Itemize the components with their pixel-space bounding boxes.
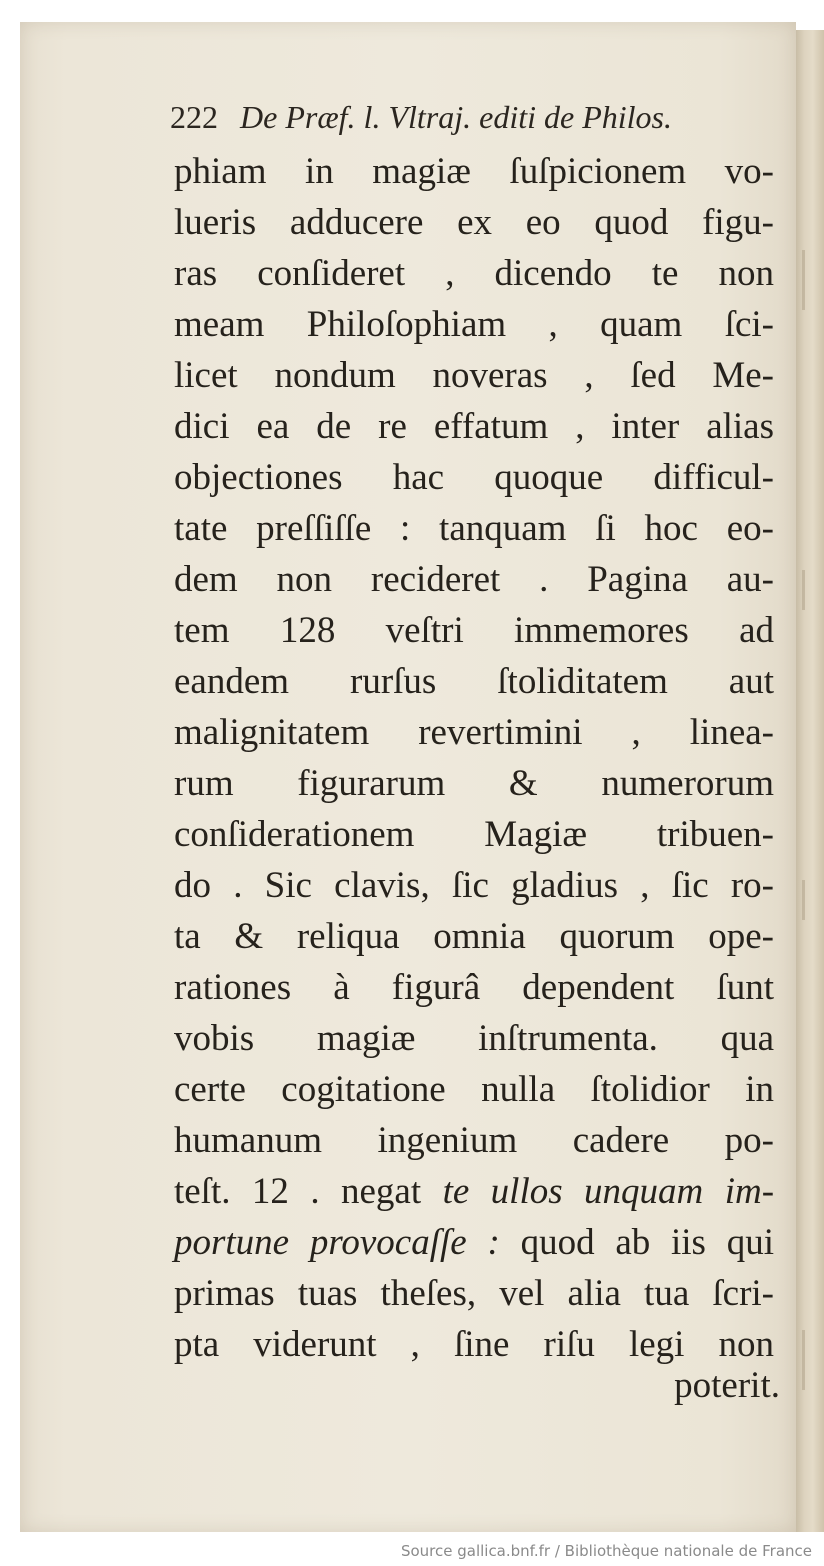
text-roman: teſt. 12 . negat	[174, 1171, 422, 1212]
text-italic: te ullos unquam im-	[442, 1171, 775, 1212]
edge-mark	[802, 1330, 805, 1390]
text-line: objectiones hac quoque difficul-	[174, 457, 774, 498]
text-line: dem non recideret . Pagina au-	[174, 559, 774, 600]
edge-mark	[802, 570, 805, 610]
source-credit: Source gallica.bnf.fr / Bibliothèque nationale de France	[400, 1542, 812, 1560]
text-line: do . Sic clavis, ſic gladius , ſic ro-	[174, 865, 774, 906]
text-line: phiam in magiæ ſuſpicionem vo-	[174, 151, 774, 192]
text-line: certe cogitatione nulla ſtolidior in	[174, 1069, 774, 1110]
text-line: ta & reliqua omnia quorum ope-	[174, 916, 774, 957]
text-line: rationes à figurâ dependent ſunt	[174, 967, 774, 1008]
edge-mark	[802, 880, 805, 920]
running-title: De Præf. l. Vltraj. editi de Philos.	[240, 99, 672, 135]
text-roman: quod ab iis qui	[520, 1222, 774, 1263]
text-line: primas tuas theſes, vel alia tua ſcri-	[174, 1273, 774, 1314]
text-line: malignitatem revertimini , linea-	[174, 712, 774, 753]
page-edge	[796, 30, 824, 1532]
body-text	[174, 146, 774, 1370]
text-line: rum figurarum & numerorum	[174, 763, 774, 804]
text-line-mixed	[174, 1166, 774, 1217]
text-line: meam Philoſophiam , quam ſci-	[174, 304, 774, 345]
text-line: eandem rurſus ſtoliditatem aut	[174, 661, 774, 702]
text-line: humanum ingenium cadere po-	[174, 1120, 774, 1161]
text-line-mixed	[174, 1217, 774, 1268]
text-italic: portune provocaſſe :	[174, 1222, 500, 1263]
text-line: ras conſideret , dicendo te non	[174, 253, 774, 294]
text-line: lueris adducere ex eo quod figu-	[174, 202, 774, 243]
catchword: poterit.	[674, 1365, 780, 1406]
footer-bar	[0, 1538, 824, 1566]
text-line: licet nondum noveras , ſed Me-	[174, 355, 774, 396]
running-header	[170, 92, 770, 142]
page-number: 222	[170, 99, 218, 135]
edge-mark	[802, 250, 805, 310]
text-line: pta viderunt , ſine riſu legi non	[174, 1324, 774, 1365]
text-line: tem 128 veſtri immemores ad	[174, 610, 774, 651]
text-line: vobis magiæ inſtrumenta. qua	[174, 1018, 774, 1059]
text-line: conſiderationem Magiæ tribuen-	[174, 814, 774, 855]
text-line: tate preſſiſſe : tanquam ſi hoc eo-	[174, 508, 774, 549]
text-line: dici ea de re effatum , inter alias	[174, 406, 774, 447]
